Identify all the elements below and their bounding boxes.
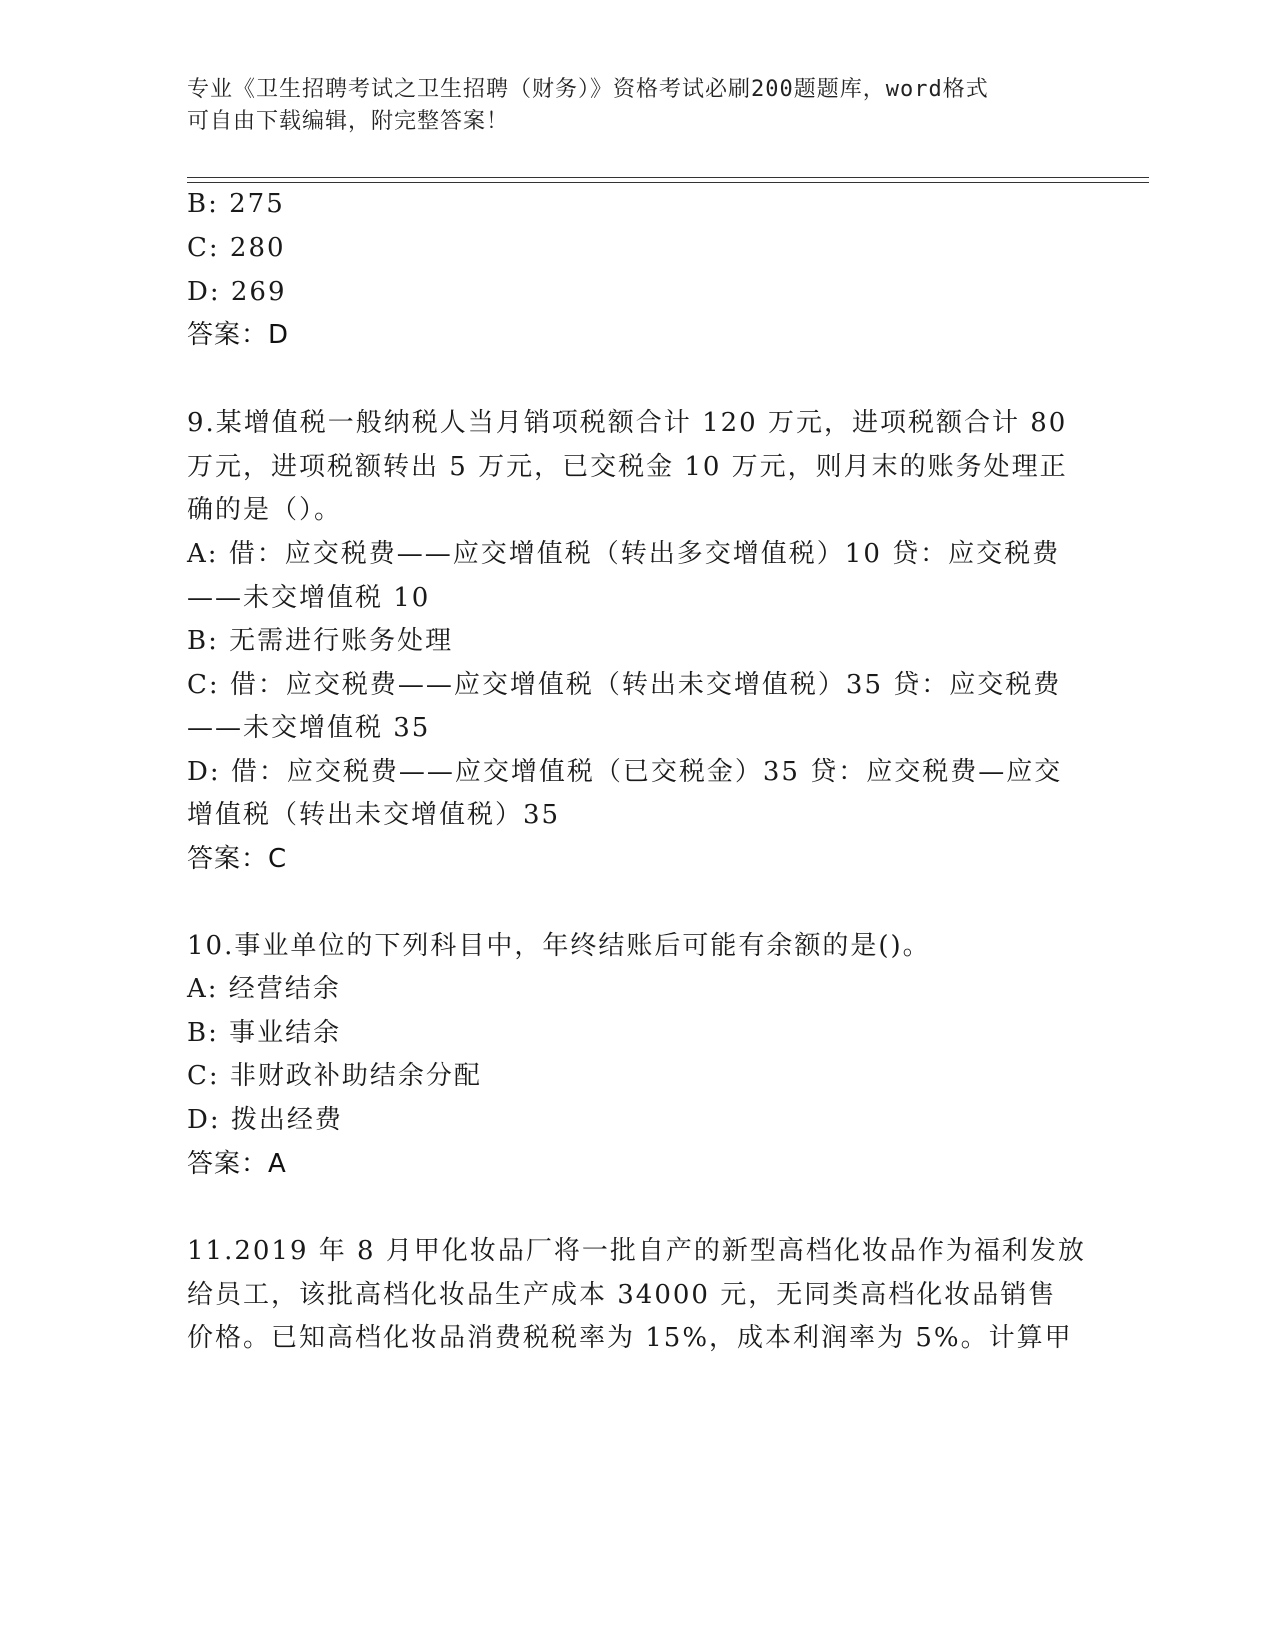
header-divider-top [187, 177, 1149, 178]
q10-option-c: C: 非财政补助结余分配 [187, 1061, 482, 1091]
header-title-line2: 可自由下载编辑，附完整答案！ [187, 109, 510, 134]
q10-option-d: D: 拨出经费 [187, 1105, 343, 1135]
q9-option-a-line1: A: 借：应交税费——应交增值税（转出多交增值税）10 贷：应交税费 [187, 539, 1061, 569]
q9-option-b: B: 无需进行账务处理 [187, 626, 454, 656]
document-header [187, 74, 1067, 138]
q8-option-b: B: 275 [187, 189, 285, 219]
q9-option-a-line2: ——未交增值税 10 [187, 583, 431, 613]
q8-option-c: C: 280 [187, 233, 286, 263]
q9-stem-line3: 确的是（）。 [187, 495, 343, 525]
q9-option-d-line1: D: 借：应交税费——应交增值税（已交税金）35 贷：应交税费—应交 [187, 757, 1063, 787]
q9-stem-line2: 万元，进项税额转出 5 万元，已交税金 10 万元，则月末的账务处理正 [187, 452, 1068, 482]
q11-stem-line2: 给员工，该批高档化妆品生产成本 34000 元，无同类高档化妆品销售 [187, 1280, 1057, 1310]
q9-option-d-line2: 增值税（转出未交增值税）35 [187, 800, 561, 830]
q9-option-c-line1: C: 借：应交税费——应交增值税（转出未交增值税）35 贷：应交税费 [187, 670, 1062, 700]
q10-option-b: B: 事业结余 [187, 1018, 342, 1048]
q9-stem-line1: 9.某增值税一般纳税人当月销项税额合计 120 万元，进项税额合计 80 [187, 408, 1068, 438]
q11-stem-line3: 价格。已知高档化妆品消费税税率为 15%，成本利润率为 5%。计算甲 [187, 1323, 1073, 1353]
q9-answer: 答案：C [187, 844, 288, 874]
q8-answer: 答案：D [187, 320, 290, 350]
q8-option-d: D: 269 [187, 277, 287, 307]
header-title-line1: 专业《卫生招聘考试之卫生招聘（财务）》资格考试必刷200题题库，word格式 [187, 77, 989, 102]
q10-option-a: A: 经营结余 [187, 974, 341, 1004]
q10-answer: 答案：A [187, 1149, 287, 1179]
q11-stem-line1: 11.2019 年 8 月甲化妆品厂将一批自产的新型高档化妆品作为福利发放 [187, 1236, 1086, 1266]
q10-stem: 10.事业单位的下列科目中，年终结账后可能有余额的是()。 [187, 931, 931, 961]
q9-option-c-line2: ——未交增值税 35 [187, 713, 431, 743]
header-divider-bottom [187, 182, 1149, 183]
